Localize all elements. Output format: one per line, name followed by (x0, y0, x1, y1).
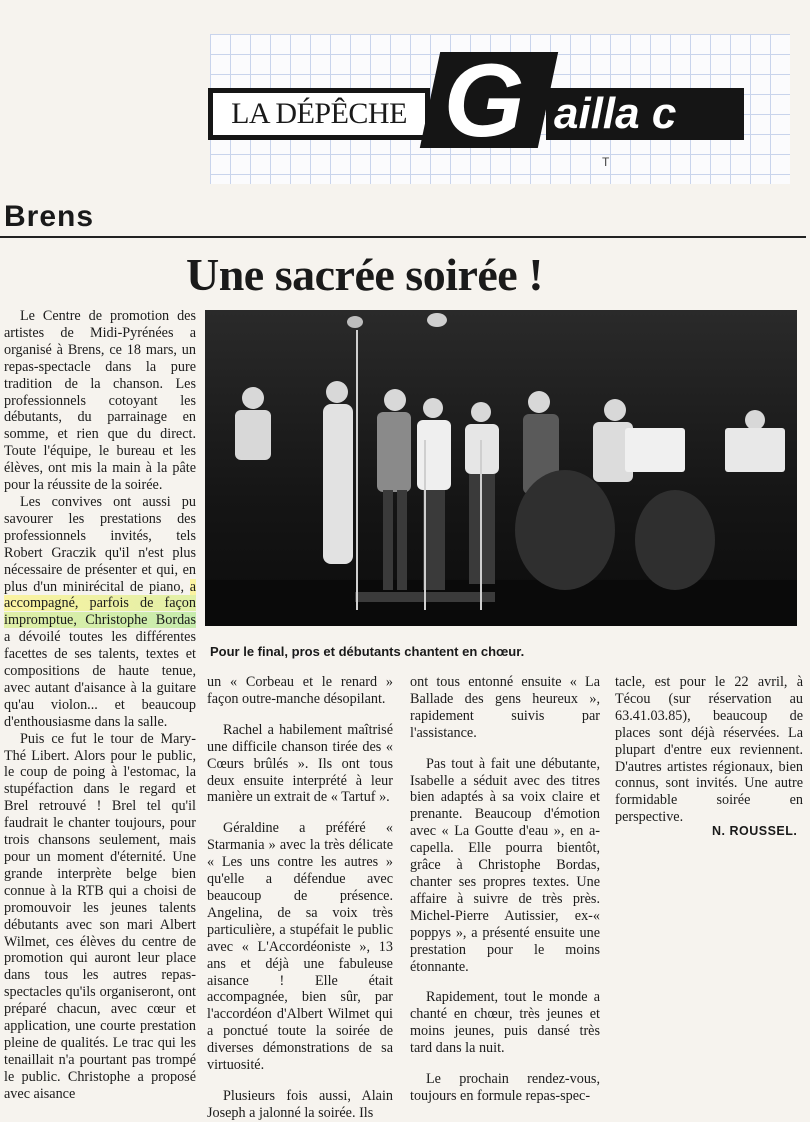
author-signature: N. ROUSSEL. (712, 824, 798, 838)
masthead-title-left: LA DÉPÊCHE (231, 97, 407, 130)
masthead-g-block (420, 43, 558, 159)
col3-paragraph-1: ont tous entonné ensuite « La Ballade des gens heureux », rapidement suivis par l'assistance. (410, 674, 600, 741)
article-headline: Une sacrée soirée ! (186, 249, 544, 300)
col2-paragraph-2: Rachel a habilement maîtrisé une difficile chanson tirée des « Cœurs brûlés ». Ils ont tous deux ensuite interprété à leur manière un extrait de « Tartuf ». (207, 721, 393, 806)
highlighted-text: a accompagné, parfois de façon impromptue, Christophe Bordas (4, 578, 196, 629)
masthead-left-box (208, 88, 430, 140)
masthead-right-box (546, 88, 744, 140)
stage-performers-image (205, 310, 797, 626)
col1-paragraph-3: Puis ce fut le tour de Mary-Thé Libert. Alors pour le public, le coup de poing à l'estomac, la stupéfaction dans le regard et Brel retrouvé ! Brel tel qu'il faudrait le chanter toujours, pour trois chansons seulement, mais pour un moment d'éternité. Une grande interprète belge bien connue à la RTB qui a choisi de promouvoir les jeunes talents débutants avec son mari Albert Wilmet, ces élèves du centre de promotion qui auront leur place dans tous les autres repas-spectacles qu'ils organiseront, ont préparé chacun, avec cœur et application, une courte prestation pleine de qualités. Le trac qui les tenaillait n'a pourtant pas trompé le public. Christophe a proposé avec aisance (4, 730, 196, 1102)
section-rule (0, 236, 806, 238)
newspaper-masthead (208, 43, 744, 159)
col1-paragraph-2-end: a dévoilé toutes les différentes facettes de ses talents, textes et compositions de haute tenue, avec autant d'aisance à la guitare qu'au violon... et beaucoup d'enthousiasme dans la salle. (4, 629, 196, 730)
col1-paragraph-1: Le Centre de promotion des artistes de Midi-Pyrénées a organisé à Brens, ce 18 mars, un repas-spectacle dans la pure tradition de la chanson. Les professionnels cotoyant les débutants, du parrainage en somme, et rien que du direct. Toute l'équipe, le bureau et les élèves, ont mis la main à la pâte pour la réussite de la soirée. (4, 308, 196, 494)
masthead-g-letter: G (443, 43, 525, 159)
col4-paragraph-1: tacle, est pour le 22 avril, à Técou (sur réservation au 63.41.03.85), beaucoup de places sont déjà réservées. La plupart d'entre eux reviennent. D'autres artistes régionaux, bien connus, sont invités. Une autre formidable soirée en perspective. (615, 674, 803, 826)
article-column-3 (410, 674, 600, 1105)
masthead-title-right: ailla c (554, 89, 677, 138)
article-column-2 (207, 674, 393, 1122)
concert-photo (205, 310, 797, 626)
photo-caption: Pour le final, pros et débutants chantent en chœur. (210, 644, 525, 659)
col3-paragraph-2: Pas tout à fait une débutante, Isabelle a séduit avec des titres bien adaptés à sa voix claire et prenante. Beaucoup d'émotion avec « La Goutte d'eau », en a-capella. Elle pourra bientôt, grâce à Christophe Bordas, chanter ses propres textes. Une affaire à suivre de très près. Michel-Pierre Autissier, ex-« poppys », a présenté ensuite une prestation pour le moins étonnante. (410, 755, 600, 975)
col2-paragraph-4: Plusieurs fois aussi, Alain Joseph a jalonné la soirée. Ils (207, 1087, 393, 1121)
article-column-1 (4, 308, 196, 1103)
margin-mark: T (602, 155, 610, 169)
col2-paragraph-3: Géraldine a préféré « Starmania » avec la très délicate « Les uns contre les autres » qu'elle a défendue avec beaucoup de présence. Angelina, de sa voix très particulière, a stupéfait le public avec « L'Accordéoniste », 13 ans et déjà une fabuleuse aisance ! Elle était accompagnée, bien sûr, par l'accordéon d'Albert Wilmet qui a ponctué toute la soirée de diverses démonstrations de sa virtuosité. (207, 820, 393, 1074)
article-column-4 (615, 674, 803, 826)
col3-paragraph-4: Le prochain rendez-vous, toujours en formule repas-spec- (410, 1071, 600, 1104)
col2-paragraph-1: un « Corbeau et le renard » façon outre-manche désopilant. (207, 674, 393, 707)
col3-paragraph-3: Rapidement, tout le monde a chanté en chœur, très jeunes et moins jeunes, puis dansé très tard dans la nuit. (410, 989, 600, 1057)
col1-paragraph-2-start: Les convives ont aussi pu savourer les prestations des professionnels invités, tels Robert Graczik qu'il n'est plus nécessaire de présenter et qui, en plus d'un minirécital de piano, (4, 493, 196, 595)
col1-paragraph-2 (4, 494, 196, 731)
section-heading: Brens (4, 200, 95, 233)
